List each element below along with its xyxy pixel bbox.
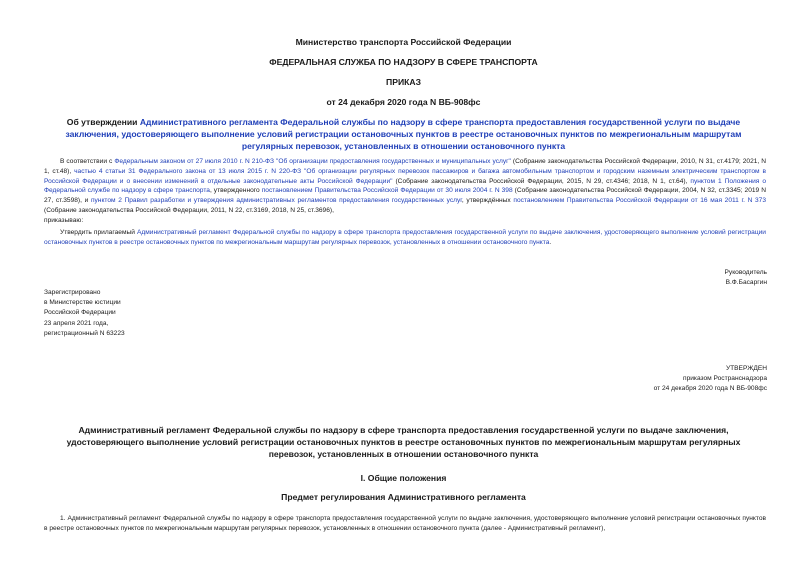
approve-prefix: Утвердить прилагаемый [60,229,137,236]
law-220-link[interactable]: частью 4 статьи 31 Федерального закона от 13 июля 2015 г. N 220-ФЗ "Об организации регулярных перевозок пассажиров и багажа автомобильным транспортом и городским наземным электрическим транспортом в Российской Федерации и о внесении изменений в отдельные законодательные акты Российской Федерации" [44,167,766,185]
order-title [46,116,761,152]
approved-regulation-link[interactable]: Административный регламент Федеральной службы по надзору в сфере транспорта предоставления государственной услуги по выдаче заключения, удостоверяющего выполнение условий регистрации остановочных пунктов в реестре остановочных пунктов по межрегиональным маршрутам регулярных перевозок, установленных в отношении остановочного пункта [44,229,766,246]
registration-line: Зарегистрировано [44,289,101,296]
regulation-title-link[interactable]: Административного регламента Федеральной службы по надзору в сфере транспорта предоставления государственной услуги по выдаче заключения, удостоверяющего выполнение условий регистрации остановочных пунктов в реестре остановочных пунктов по межрегиональным маршрутам регулярных перевозок, установленных в отношении остановочного пункта [65,117,742,151]
registration-line: 23 апреля 2021 года, [44,319,109,327]
approve-paragraph [44,228,766,248]
rules-link[interactable]: пунктом 2 Правил разработки и утверждения административных регламентов предоставления государственных услуг [90,197,462,205]
registration-block [44,288,125,339]
approved-label: УТВЕРЖДЕН [725,365,767,372]
approve-suffix: . [549,238,552,246]
signer-name: В.Ф.Басаргин [725,279,767,287]
preamble-text-2: (Собрание законодательства Российской Федерации, 2010, N 31, ст.4179; 2021, N 1, ст.48), [44,158,767,175]
ministry-name: Министерство транспорта Российской Федерации [295,37,512,47]
preamble-text-5: (Собрание законодательства Российской Федерации, 2004, N 32, ст.3345; 2019 N 27, ст.3598), и [44,187,766,205]
preamble-text-1: В соответствии с [60,158,115,165]
signer-position: Руководитель [724,269,767,276]
approved-by: приказом Ространснадзора [683,375,767,383]
registration-line: в Министерстве юстиции [44,299,121,307]
section-heading: I. Общие положения [360,473,447,483]
resolution-398-link[interactable]: постановлением Правительства Российской Федерации от 30 июля 2004 г. N 398 [261,187,513,195]
registration-line: Российской Федерации [44,309,116,317]
law-210-link[interactable]: Федеральным законом от 27 июля 2010 г. N 210-ФЗ "Об организации предоставления государственных и муниципальных услуг" [114,158,511,165]
preamble-paragraph [44,157,766,226]
registration-line: регистрационный N 63223 [44,329,125,337]
subsection-heading: Предмет регулирования Административного регламента [281,492,526,502]
regulation-paragraph-1: 1. Административный регламент Федеральной службы по надзору в сфере транспорта предоставления государственной услуги по выдаче заключения, удостоверяющего выполнение условий регистрации остановочных пунктов в реестре остановочных пунктов по межрегиональным маршрутам регулярных перевозок, установленных в отношении остановочного пункта (далее - Административный регламент), [44,515,766,532]
resolution-373-link[interactable]: постановлением Правительства Российской Федерации от 16 мая 2011 г. N 373 [513,197,767,205]
preamble-text-6: , утверждённых [461,197,514,205]
signature-block [725,268,767,288]
order-word: приказываю: [44,216,84,224]
doc-type: ПРИКАЗ [386,77,421,87]
approved-block [654,364,767,395]
provision-link[interactable]: пунктом 1 Положения о Федеральной службе по надзору в сфере транспорта [44,177,766,195]
order-title-prefix: Об утверждении [66,117,140,127]
regulation-title: Административный регламент Федеральной службы по надзору в сфере транспорта предоставления государственной услуги по выдаче заключения, удостоверяющего выполнение условий регистрации остановочных пунктов в реестре остановочных пунктов по межрегиональным маршрутам регулярных перевозок, установленных в отношении остановочного пункта [66,425,741,459]
doc-date-number: от 24 декабря 2020 года N ВБ-908фс [326,97,481,107]
approved-date: от 24 декабря 2020 года N ВБ-908фс [653,385,767,393]
preamble-text-7: (Собрание законодательства Российской Федерации, 2011, N 22, ст.3169, 2018, N 25, ст.3696), [44,206,334,214]
preamble-text-3: (Собрание законодательства Российской Федерации, 2015, N 29, ст.4346; 2018, N 1, ст.64), [392,177,691,185]
service-name: ФЕДЕРАЛЬНАЯ СЛУЖБА ПО НАДЗОРУ В СФЕРЕ ТРАНСПОРТА [269,57,538,67]
preamble-text-4: , утвержденного [209,187,262,195]
